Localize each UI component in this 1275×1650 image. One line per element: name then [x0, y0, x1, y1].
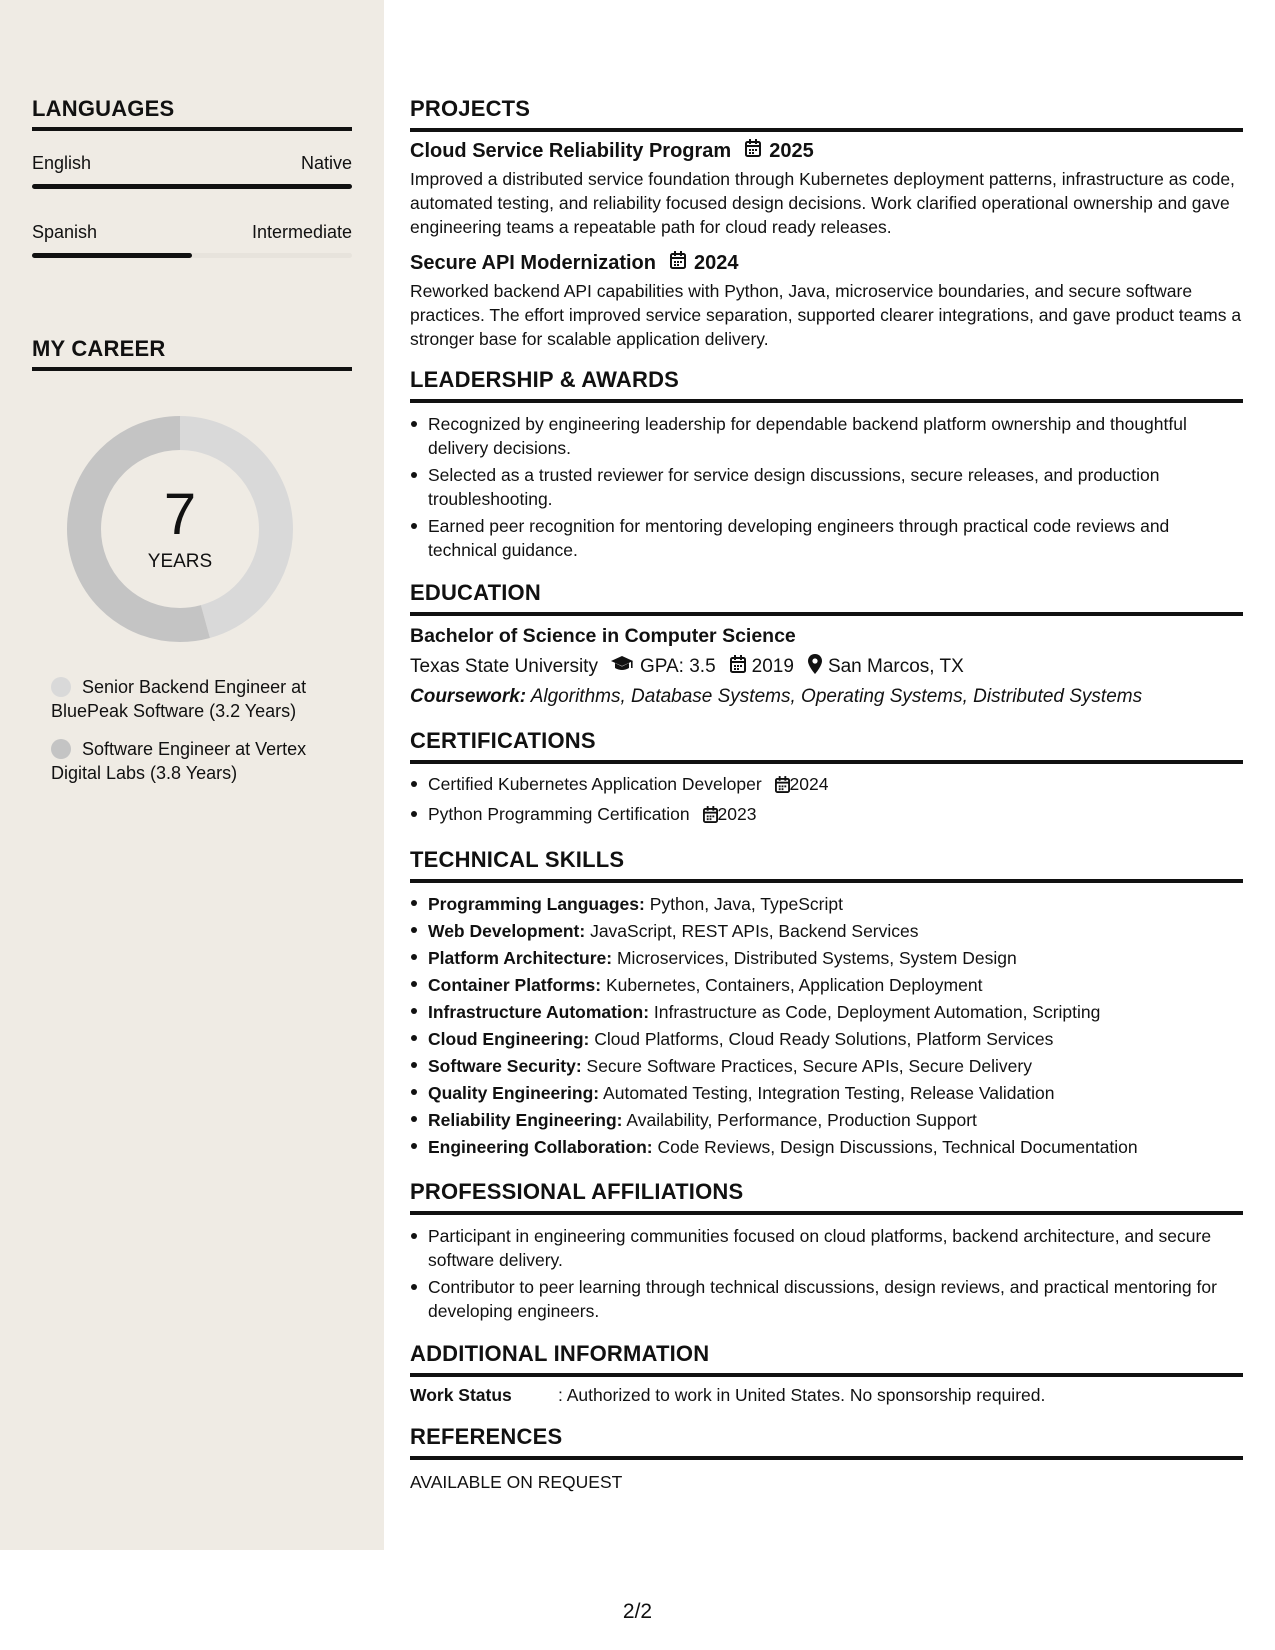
skill-label: Engineering Collaboration: — [428, 1137, 653, 1157]
list-item — [410, 1053, 1243, 1080]
references-section — [410, 1424, 1243, 1494]
leadership-heading: LEADERSHIP & AWARDS — [410, 367, 1243, 403]
career-rule — [32, 367, 352, 371]
work-status-row — [410, 1385, 1243, 1406]
career-heading: MY CAREER — [32, 336, 166, 361]
career-years-label: YEARS — [147, 551, 213, 572]
projects-heading: PROJECTS — [410, 96, 1243, 132]
education-degree: Bachelor of Science in Computer Science — [410, 625, 796, 647]
references-text: AVAILABLE ON REQUEST — [410, 1472, 623, 1492]
graduation-cap-icon — [610, 655, 634, 679]
skill-label: Quality Engineering: — [428, 1083, 600, 1103]
education-location: San Marcos, TX — [827, 656, 964, 677]
additional-section — [410, 1341, 1243, 1406]
education-section — [410, 580, 1243, 708]
coursework-value: Algorithms, Database Systems, Operating Systems, Distributed Systems — [530, 686, 1143, 707]
skills-section — [410, 847, 1243, 1161]
calendar-icon — [745, 139, 761, 163]
skill-label: Infrastructure Automation: — [428, 1002, 650, 1022]
project-year: 2024 — [693, 251, 739, 274]
list-item — [410, 802, 1243, 829]
list-item — [410, 972, 1243, 999]
work-status-label: Work Status — [410, 1385, 512, 1405]
career-item-text: Software Engineer at Vertex Digital Labs (3.8 Years) — [51, 739, 307, 783]
skill-value: Infrastructure as Code, Deployment Automation, Scripting — [653, 1002, 1101, 1022]
calendar-icon — [730, 655, 746, 679]
calendar-icon — [703, 805, 718, 829]
language-bar-fill — [32, 253, 192, 258]
list-item: Participant in engineering communities focused on cloud platforms, backend architecture, and secure software delivery. — [410, 1224, 1243, 1272]
calendar-icon — [670, 251, 686, 275]
skill-label: Reliability Engineering: — [428, 1110, 623, 1130]
list-item — [410, 999, 1243, 1026]
skill-label: Platform Architecture: — [428, 948, 613, 968]
list-item — [410, 1134, 1243, 1161]
project-header — [410, 251, 1243, 275]
certification-year: 2024 — [789, 774, 829, 794]
education-heading: EDUCATION — [410, 580, 1243, 616]
list-item — [410, 891, 1243, 918]
language-level: Native — [300, 153, 352, 173]
project-year: 2025 — [769, 139, 814, 162]
skill-value: Code Reviews, Design Discussions, Technical Documentation — [657, 1137, 1138, 1157]
project-description: Improved a distributed service foundation through Kubernetes deployment patterns, infrastructure as code, automated testing, and reliability focused design decisions. Work clarified operational ownership and gave engineering teams a repeatable path for cloud ready releases. — [410, 169, 1235, 237]
language-name: English — [32, 153, 92, 173]
sidebar — [0, 0, 384, 1550]
list-item — [410, 945, 1243, 972]
skill-value: Availability, Performance, Production Support — [626, 1110, 977, 1130]
language-bar-fill — [32, 184, 352, 189]
skills-list — [410, 891, 1243, 1161]
skill-value: Microservices, Distributed Systems, System Design — [616, 948, 1017, 968]
language-bar-spanish — [32, 253, 352, 258]
language-row-spanish — [32, 222, 352, 243]
project-header — [410, 139, 1243, 163]
skill-value: Automated Testing, Integration Testing, Release Validation — [603, 1083, 1055, 1103]
leadership-list — [410, 412, 1243, 562]
project-name: Cloud Service Reliability Program — [410, 139, 732, 162]
education-gpa: GPA: 3.5 — [639, 656, 716, 677]
leadership-section — [410, 367, 1243, 562]
list-item — [410, 1026, 1243, 1053]
list-item — [410, 1107, 1243, 1134]
skill-value: Python, Java, TypeScript — [649, 894, 843, 914]
coursework-label: Coursework: — [410, 686, 527, 707]
skill-value: Cloud Platforms, Cloud Ready Solutions, Platform Services — [594, 1029, 1054, 1049]
affiliations-section — [410, 1179, 1243, 1323]
affiliations-heading: PROFESSIONAL AFFILIATIONS — [410, 1179, 1243, 1215]
list-item: Contributor to peer learning through technical discussions, design reviews, and practical mentoring for developing engineers. — [410, 1275, 1243, 1323]
certification-name: Certified Kubernetes Application Developer — [428, 774, 762, 794]
page-number: 2/2 — [622, 1600, 653, 1623]
language-bar-english — [32, 184, 352, 189]
certifications-section — [410, 728, 1243, 829]
skill-label: Programming Languages: — [428, 894, 645, 914]
certification-year: 2023 — [717, 804, 757, 824]
skill-label: Software Security: — [428, 1056, 582, 1076]
education-coursework — [410, 686, 1243, 708]
project-name: Secure API Modernization — [410, 251, 656, 274]
skill-label: Container Platforms: — [428, 975, 602, 995]
work-status-value: : Authorized to work in United States. No sponsorship required. — [558, 1385, 1046, 1405]
list-item: Recognized by engineering leadership for dependable backend platform ownership and thoughtful delivery decisions. — [410, 412, 1243, 460]
affiliations-list — [410, 1224, 1243, 1323]
certification-name: Python Programming Certification — [428, 804, 690, 824]
additional-heading: ADDITIONAL INFORMATION — [410, 1341, 1243, 1377]
skill-label: Web Development: — [428, 921, 586, 941]
skill-label: Cloud Engineering: — [428, 1029, 590, 1049]
skill-value: Kubernetes, Containers, Application Deployment — [605, 975, 983, 995]
languages-heading: LANGUAGES — [32, 96, 175, 121]
career-item — [51, 675, 351, 723]
list-item — [410, 1080, 1243, 1107]
languages-rule — [32, 127, 352, 131]
career-legend-dot — [51, 739, 71, 759]
education-school: Texas State University — [410, 656, 598, 677]
project-description: Reworked backend API capabilities with Python, Java, microservice boundaries, and secure software practices. The effort improved service separation, supported clearer integrations, and gave product teams a stronger base for scalable application delivery. — [410, 281, 1242, 349]
career-item-text: Senior Backend Engineer at BluePeak Software (3.2 Years) — [51, 677, 307, 721]
skill-value: JavaScript, REST APIs, Backend Services — [590, 921, 919, 941]
language-row-english — [32, 153, 352, 174]
list-item — [410, 918, 1243, 945]
calendar-icon — [775, 775, 790, 799]
list-item: Earned peer recognition for mentoring developing engineers through practical code reviews and technical guidance. — [410, 514, 1243, 562]
skill-value: Secure Software Practices, Secure APIs, Secure Delivery — [586, 1056, 1032, 1076]
career-legend-dot — [51, 677, 71, 697]
career-total-years: 7 — [163, 482, 197, 547]
list-item: Selected as a trusted reviewer for service design discussions, secure releases, and production troubleshooting. — [410, 463, 1243, 511]
map-pin-icon — [808, 654, 822, 680]
education-year: 2019 — [751, 656, 794, 677]
skills-heading: TECHNICAL SKILLS — [410, 847, 1243, 883]
certifications-heading: CERTIFICATIONS — [410, 728, 1243, 764]
projects-section — [410, 96, 1243, 351]
career-item — [51, 737, 351, 785]
main-content — [410, 0, 1243, 1494]
list-item — [410, 772, 1243, 799]
references-heading: REFERENCES — [410, 1424, 1243, 1460]
language-level: Intermediate — [251, 222, 352, 242]
education-details — [410, 654, 1243, 680]
language-name: Spanish — [32, 222, 98, 242]
certifications-list — [410, 772, 1243, 829]
